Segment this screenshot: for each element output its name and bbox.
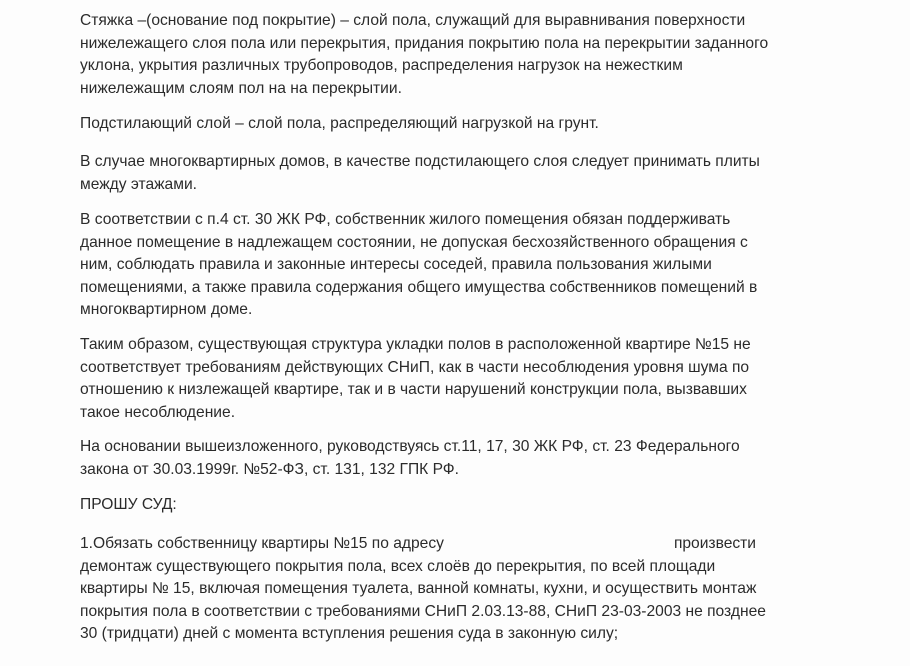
text-line: ПРОШУ СУД: xyxy=(80,496,177,513)
paragraph-apartment-buildings xyxy=(80,151,760,196)
request-heading xyxy=(80,494,177,517)
text-line: На основании вышеизложенного, руководствуясь ст.11, 17, 30 ЖК РФ, ст. 23 Федерального xyxy=(80,438,740,455)
text-line: Стяжка –(основание под покрытие) – слой пола, служащий для выравнивания поверхности xyxy=(80,12,746,29)
text-line: отношению к низлежащей квартире, так и в части нарушений конструкции пола, вызвавших xyxy=(80,381,747,398)
text-line: между этажами. xyxy=(80,175,197,193)
text-line: демонтаж существующего покрытия пола, всех слоёв до перекрытия, по всей площади xyxy=(80,557,716,575)
text-line: ним, соблюдать правила и законные интересы соседей, правила пользования жилыми xyxy=(80,256,712,273)
text-line: нижележащего слоя пола или перекрытия, придания покрытию пола на перекрытии заданного xyxy=(80,34,769,52)
paragraph-demand xyxy=(80,533,766,646)
paragraph-underlayer-definition xyxy=(80,113,599,136)
paragraph-legal-basis xyxy=(80,436,740,481)
text-line: уклона, укрытия различных трубопроводов, распределения нагрузок на нежестким xyxy=(80,57,683,74)
text-line: многоквартирном доме. xyxy=(80,301,253,318)
text-line: В случае многоквартирных домов, в качестве подстилающего слоя следует принимать плиты xyxy=(80,153,760,170)
text-line: помещениями, а также правила содержания общего имущества собственников помещений в xyxy=(80,278,758,296)
text-line: покрытия пола в соответствии с требованиями СНиП 2.03.13-88, СНиП 23-03-2003 не позднее xyxy=(80,602,766,620)
text-line: квартиры № 15, включая помещения туалета, ванной комнаты, кухни, и осуществить монтаж xyxy=(80,580,757,597)
text-line: Подстилающий слой – слой пола, распределяющий нагрузкой на грунт. xyxy=(80,115,599,132)
paragraph-conclusion xyxy=(80,334,751,424)
text-line: В соответствии с п.4 ст. 30 ЖК РФ, собственник жилого помещения обязан поддерживать xyxy=(80,211,731,228)
text-line: соответствует требованиям действующих СНиП, как в части несоблюдения уровня шума по xyxy=(80,358,750,376)
text-line: 30 (тридцати) дней с момента вступления решения суда в законную силу; xyxy=(80,625,619,642)
paragraph-housing-code xyxy=(80,209,757,322)
text-line: данное помещение в надлежащем состоянии, не допуская бесхозяйственного обращения с xyxy=(80,233,748,251)
text-line: такое несоблюдение. xyxy=(80,403,236,421)
demand-first-line-start: 1.Обязать собственницу квартиры №15 по адресу xyxy=(80,535,444,552)
demand-first-line-end: произвести xyxy=(673,535,757,552)
paragraph-screed-definition xyxy=(80,10,768,100)
text-line: Таким образом, существующая структура укладки полов в расположенной квартире №15 не xyxy=(80,336,751,353)
text-line: закона от 30.03.1999г. №52-ФЗ, ст. 131, 132 ГПК РФ. xyxy=(80,460,459,478)
text-line: нижележащим слоям пол на на перекрытии. xyxy=(80,79,402,97)
demand-first-line xyxy=(80,533,766,556)
